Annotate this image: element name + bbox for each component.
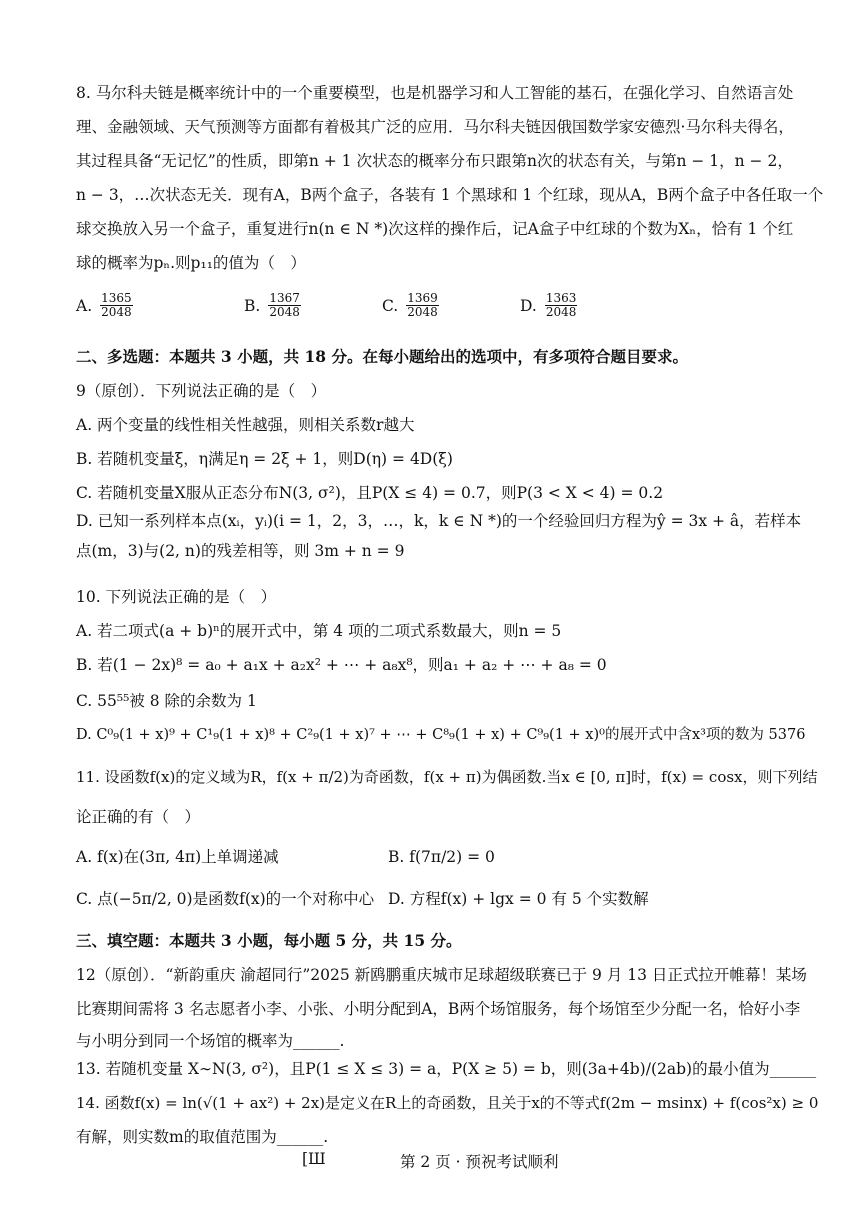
q14-line-1: 14. 函数f(x) = ln(√(1 + ax²) + 2x)是定义在R上的奇函数，且关于x的不等式f(2m − msinx) + f(cos²x) ≥ 0	[76, 1094, 819, 1112]
q9-stem: 9（原创）．下列说法正确的是（ ）	[76, 382, 327, 400]
q11-line-1: 11. 设函数f(x)的定义域为R，f(x + π/2)为奇函数，f(x + π)为偶函数.当x ∈ [0, π]时，f(x) = cosx，则下列结	[76, 768, 818, 786]
q10-option-d: D. C⁰₉(1 + x)⁹ + C¹₉(1 + x)⁸ + C²₉(1 + x)⁷ + ⋯ + C⁸₉(1 + x) + C⁹₉(1 + x)⁰的展开式中含x³项的数为 5376	[76, 727, 806, 743]
q12-line-3: 与小明分到同一个场馆的概率为______.	[76, 1032, 345, 1050]
q8-line-5: 球交换放入另一个盒子，重复进行n(n ∈ N *)次这样的操作后，记A盒子中红球的个数为Xₙ，恰有 1 个红	[76, 220, 794, 238]
q8-option-b-den: 2048	[269, 305, 300, 319]
q8-option-d-fraction	[545, 292, 578, 319]
q10-option-c: C. 55⁵⁵被 8 除的余数为 1	[76, 692, 257, 710]
q11-option-a: A. f(x)在(3π, 4π)上单调递减	[76, 848, 279, 866]
q8-option-d-label: D.	[520, 296, 537, 315]
q8-option-a-fraction	[100, 292, 133, 319]
q8-option-c-den: 2048	[407, 305, 438, 319]
q12-line-1: 12（原创）．“新韵重庆 渝超同行”2025 新鸥鹏重庆城市足球超级联赛已于 9 月 13 日正式拉开帷幕！某场	[76, 966, 807, 984]
q12-line-2: 比赛期间需将 3 名志愿者小李、小张、小明分配到A，B两个场馆服务，每个场馆至少分配一名，恰好小李	[76, 1000, 801, 1018]
q10-option-a: A. 若二项式(a + b)ⁿ的展开式中，第 4 项的二项式系数最大，则n = 5	[76, 622, 562, 640]
q11-option-d: D. 方程f(x) + lgx = 0 有 5 个实数解	[388, 890, 649, 908]
q8-option-a-den: 2048	[101, 305, 132, 319]
q10-option-b: B. 若(1 − 2x)⁸ = a₀ + a₁x + a₂x² + ⋯ + a₈x⁸，则a₁ + a₂ + ⋯ + a₈ = 0	[76, 656, 607, 674]
q8-line-3: 其过程具备“无记忆”的性质，即第n + 1 次状态的概率分布只跟第n次的状态有关，与第n − 1，n − 2，	[76, 152, 793, 170]
q8-option-a	[76, 292, 133, 319]
q11-option-c: C. 点(−5π/2, 0)是函数f(x)的一个对称中心	[76, 890, 375, 908]
q8-option-d-num: 1363	[545, 291, 577, 305]
q8-option-b-label: B.	[244, 296, 261, 315]
q8-option-a-label: A.	[76, 296, 93, 315]
q9-option-d-line-1: D. 已知一系列样本点(xᵢ，yᵢ)(i = 1，2，3，…，k，k ∈ N *)的一个经验回归方程为ŷ = 3x + â，若样本	[76, 512, 802, 530]
q9-option-c: C. 若随机变量X服从正态分布N(3, σ²)，且P(X ≤ 4) = 0.7，则P(3 < X < 4) = 0.2	[76, 484, 664, 502]
q13-line: 13. 若随机变量 X∼N(3, σ²)，且P(1 ≤ X ≤ 3) = a，P(X ≥ 5) = b，则(3a+4b)/(2ab)的最小值为______	[76, 1060, 817, 1078]
q9-option-a: A. 两个变量的线性相关性越强，则相关系数r越大	[76, 416, 415, 434]
q8-option-c-fraction	[406, 292, 439, 319]
q8-line-1: 8. 马尔科夫链是概率统计中的一个重要模型，也是机器学习和人工智能的基石，在强化学习、自然语言处	[76, 84, 794, 102]
q14-line-2: 有解，则实数m的取值范围为______.	[76, 1128, 329, 1146]
q8-option-a-num: 1365	[101, 291, 132, 305]
q10-stem: 10. 下列说法正确的是（ ）	[76, 588, 277, 606]
q8-option-c-label: C.	[382, 296, 399, 315]
q8-option-b-num: 1367	[269, 291, 300, 305]
q11-option-b: B. f(7π/2) = 0	[388, 848, 495, 866]
q9-option-b: B. 若随机变量ξ，η满足η = 2ξ + 1，则D(η) = 4D(ξ)	[76, 450, 453, 468]
q8-line-6: 球的概率为pₙ.则p₁₁的值为（ ）	[76, 254, 306, 272]
section-2-heading: 二、多选题：本题共 3 小题，共 18 分。在每小题给出的选项中，有多项符合题目要求。	[76, 347, 688, 366]
footer-page-text: 第 2 页 · 预祝考试顺利	[400, 1153, 559, 1171]
q8-option-c-num: 1369	[407, 291, 438, 305]
section-3-heading: 三、填空题：本题共 3 小题，每小题 5 分，共 15 分。	[76, 931, 462, 950]
q8-option-c	[382, 292, 439, 319]
q8-line-4: n − 3，…次状态无关．现有A，B两个盒子，各装有 1 个黑球和 1 个红球，现从A，B两个盒子中各任取一个	[76, 186, 824, 204]
q8-option-b	[244, 292, 301, 319]
q8-option-d-den: 2048	[545, 305, 577, 319]
q9-option-d-line-2: 点(m，3)与(2, n)的残差相等，则 3m + n = 9	[76, 542, 405, 560]
q8-option-b-fraction	[268, 292, 301, 319]
footer-mark: [Ш	[302, 1150, 326, 1168]
q8-option-d	[520, 292, 577, 319]
q8-line-2: 理、金融领域、天气预测等方面都有着极其广泛的应用．马尔科夫链因俄国数学家安德烈·马尔科夫得名，	[76, 118, 794, 136]
q11-line-2: 论正确的有（ ）	[76, 808, 201, 826]
